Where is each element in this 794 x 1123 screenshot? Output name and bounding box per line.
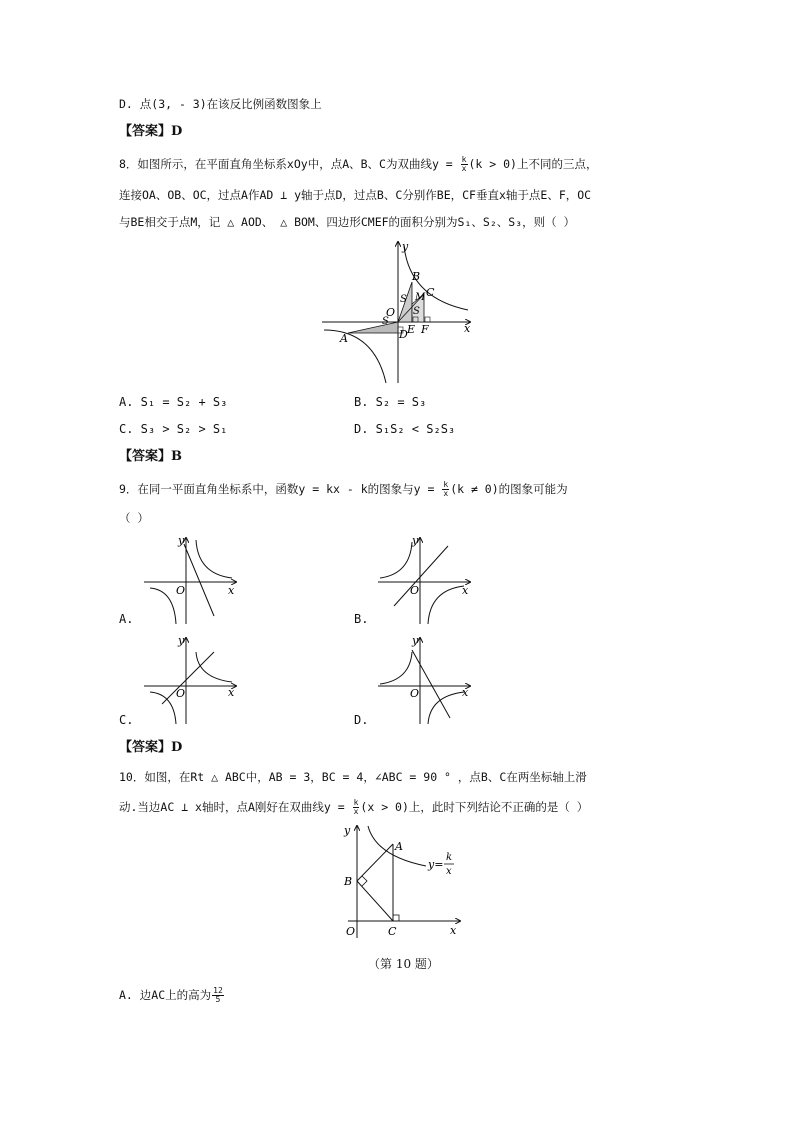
- q9-option-a: A.: [119, 612, 134, 626]
- fig10-curve-x: x: [446, 866, 452, 877]
- q10-caption: （第 10 题）: [368, 957, 439, 971]
- fig10-label-b: B: [344, 875, 353, 888]
- q10-figure: [338, 822, 464, 940]
- fig10-label-a: A: [395, 840, 403, 853]
- fig10-label-y: y: [344, 824, 351, 837]
- fig10-curve-y: y=: [428, 858, 444, 871]
- q9-stem-line1: 9．在同一平面直角坐标系中，函数y = kx - k的图象与y = $\frac{k}{x}$ (k ≠ 0)的图象可能为: [119, 480, 568, 498]
- q8-stem-line1: 8．如图所示，在平面直角坐标系xOy中，点A、B、C为双曲线y = $\frac{k}{x}$ (k > 0)上不同的三点，: [119, 155, 598, 173]
- q9-graph-a: [140, 534, 240, 626]
- q7-answer: 【答案】D: [119, 124, 183, 139]
- fig8-label-e: E: [407, 323, 416, 336]
- q9-graph-b: [374, 534, 474, 626]
- q9b-label-o: O: [410, 584, 420, 597]
- fig8-label-o: O: [386, 306, 396, 319]
- q9d-label-y: y: [412, 634, 419, 647]
- q9-option-d: D.: [354, 713, 369, 727]
- q8-answer: 【答案】B: [119, 449, 182, 464]
- q9d-label-o: O: [410, 687, 420, 700]
- q9a-label-y: y: [178, 534, 185, 547]
- fig8-label-x: x: [464, 322, 471, 335]
- fig8-label-y: y: [402, 240, 409, 253]
- q9-option-c: C.: [119, 713, 134, 727]
- fig10-label-c: C: [388, 925, 397, 938]
- q8-option-a: A. S₁ = S₂ + S₃: [119, 395, 228, 409]
- q8-option-c: C. S₃ > S₂ > S₁: [119, 422, 228, 436]
- fig8-label-s1: S: [382, 316, 389, 327]
- q9d-label-x: x: [462, 686, 469, 699]
- fig10-label-x: x: [450, 924, 457, 937]
- q9c-label-o: O: [176, 687, 186, 700]
- q9-option-b: B.: [354, 612, 369, 626]
- q10-fraction: $\frac{k}{x}$: [353, 798, 359, 816]
- q8-stem-line3: 与BE相交于点M，记 △ AOD、 △ BOM、四边形CMEF的面积分别为S₁、S₂、S₃，则（ ）: [119, 215, 576, 229]
- fig8-label-c: C: [426, 286, 435, 299]
- q7-option-d: D. 点(3, - 3)在该反比例函数图象上: [119, 97, 322, 111]
- q10-stem-line1: 10．如图，在Rt △ ABC中，AB = 3，BC = 4，∠ABC = 90 ° ，点B、C在两坐标轴上滑: [119, 770, 587, 784]
- q8-figure: [318, 238, 478, 386]
- fig8-label-m: M: [415, 292, 426, 303]
- fig8-label-b: B: [412, 270, 421, 283]
- fig8-label-s3: S: [413, 306, 420, 317]
- fig8-label-s2: S: [400, 294, 407, 305]
- q9-graph-c: [140, 634, 240, 726]
- q8-fraction: $\frac{k}{x}$: [461, 155, 467, 173]
- q9a-label-o: O: [176, 584, 186, 597]
- q8-option-b: B. S₂ = S₃: [354, 395, 427, 409]
- fig10-label-o: O: [346, 925, 356, 938]
- q9-graph-d: [374, 634, 474, 726]
- q8-option-d: D. S₁S₂ < S₂S₃: [354, 422, 456, 436]
- q9c-label-y: y: [178, 634, 185, 647]
- q9a-label-x: x: [228, 584, 235, 597]
- q9-stem-line2: （ ）: [119, 511, 149, 525]
- fig8-label-a: A: [340, 332, 348, 345]
- q10-option-a-fraction: $\frac{12}{5}$: [213, 986, 223, 1004]
- q9c-label-x: x: [228, 686, 235, 699]
- q9b-label-x: x: [462, 584, 469, 597]
- q10-option-a: A. 边AC上的高为 $\frac{12}{5}$: [119, 986, 223, 1004]
- q9-fraction: $\frac{k}{x}$: [443, 480, 449, 498]
- q8-stem-line2: 连接OA、OB、OC，过点A作AD ⊥ y轴于点D，过点B、C分别作BE，CF垂直x轴于点E、F，OC: [119, 188, 592, 202]
- q10-stem-line2: 动.当边AC ⊥ x轴时，点A刚好在双曲线y = $\frac{k}{x}$ (x > 0)上，此时下列结论不正确的是（ ）: [119, 798, 589, 816]
- fig10-curve-k: k: [446, 852, 453, 863]
- fig8-label-d: D: [399, 328, 408, 341]
- fig8-label-f: F: [421, 323, 429, 336]
- q9b-label-y: y: [412, 534, 419, 547]
- q9-answer: 【答案】D: [119, 740, 183, 755]
